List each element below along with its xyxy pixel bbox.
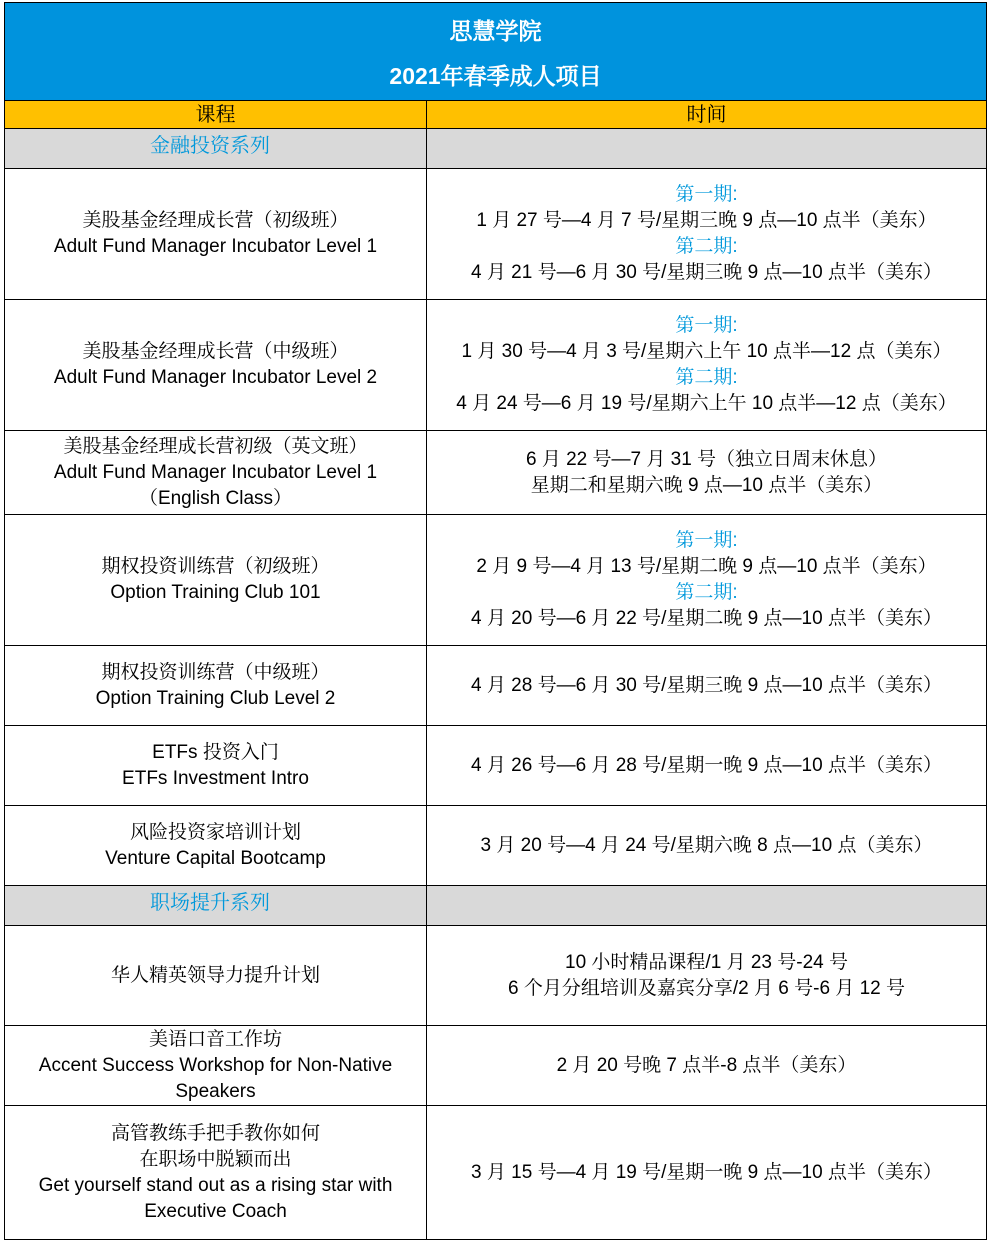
course-name-line: Speakers [175, 1080, 256, 1102]
course-name-line: ETFs Investment Intro [122, 767, 309, 789]
header-course: 课程 [5, 101, 427, 129]
time-cell [427, 1026, 987, 1106]
course-name-line: 风险投资家培训计划 [129, 821, 301, 843]
course-cell [5, 1026, 427, 1106]
course-cell [5, 806, 427, 886]
section-row [5, 129, 987, 169]
course-name-line: （English Class） [138, 487, 293, 509]
course-name-line: 期权投资训练营（初级班） [101, 556, 330, 577]
section-label: 职场提升系列 [5, 886, 427, 926]
course-name-line: 美股基金经理成长营（初级班） [82, 210, 349, 231]
schedule-line: 10 小时精品课程/1 月 23 号-24 号 [565, 951, 848, 973]
course-row [5, 1106, 987, 1240]
schedule-line: 4 月 21 号—6 月 30 号/星期三晚 9 点—10 点半（美东） [471, 262, 942, 283]
schedule-line: 3 月 15 号—4 月 19 号/星期一晚 9 点—10 点半（美东） [471, 1161, 942, 1183]
section-row [5, 886, 987, 926]
course-cell [5, 646, 427, 726]
schedule-line: 6 月 22 号—7 月 31 号（独立日周末休息） [525, 448, 888, 470]
time-cell [427, 646, 987, 726]
course-name-line: Get yourself stand out as a rising star with [38, 1174, 393, 1196]
course-row [5, 806, 987, 886]
course-name-line: ETFs 投资入门 [152, 741, 279, 763]
program-title: 2021年春季成人项目 [389, 62, 602, 89]
phase-label: 第一期: [675, 315, 738, 336]
course-cell [5, 431, 427, 515]
course-row [5, 169, 987, 300]
school-name: 思慧学院 [449, 17, 542, 44]
course-row [5, 646, 987, 726]
course-cell [5, 300, 427, 431]
section-empty-cell [427, 129, 987, 169]
course-name-line: Option Training Club Level 2 [95, 687, 336, 709]
course-name-line: Adult Fund Manager Incubator Level 1 [53, 461, 378, 483]
time-cell [427, 806, 987, 886]
course-row [5, 431, 987, 515]
schedule-document [4, 2, 986, 1240]
course-name-line: Accent Success Workshop for Non-Native [38, 1054, 393, 1076]
time-cell [427, 926, 987, 1026]
time-cell [427, 300, 987, 431]
course-row [5, 1026, 987, 1106]
title-row [5, 3, 987, 101]
course-name-line: 美股基金经理成长营初级（英文班） [63, 435, 368, 457]
header-row [5, 101, 987, 129]
course-row [5, 726, 987, 806]
course-name-line: Option Training Club 101 [110, 582, 321, 603]
schedule-line: 4 月 24 号—6 月 19 号/星期六上午 10 点半—12 点（美东） [456, 393, 957, 414]
schedule-line: 1 月 27 号—4 月 7 号/星期三晚 9 点—10 点半（美东） [476, 210, 937, 231]
course-name-line: 在职场中脱颖而出 [139, 1148, 292, 1170]
schedule-line: 4 月 20 号—6 月 22 号/星期二晚 9 点—10 点半（美东） [471, 608, 942, 629]
schedule-table [4, 2, 987, 1240]
course-row [5, 300, 987, 431]
schedule-line: 4 月 26 号—6 月 28 号/星期一晚 9 点—10 点半（美东） [471, 754, 942, 776]
course-cell [5, 1106, 427, 1240]
course-row [5, 515, 987, 646]
course-name-line: 美股基金经理成长营（中级班） [82, 341, 349, 362]
course-cell [5, 169, 427, 300]
course-name-line: 期权投资训练营（中级班） [101, 661, 330, 683]
title-cell [5, 3, 987, 101]
course-cell [5, 726, 427, 806]
section-empty-cell [427, 886, 987, 926]
phase-label: 第一期: [675, 530, 738, 551]
course-name-line: Executive Coach [144, 1200, 287, 1222]
schedule-line: 2 月 20 号晚 7 点半-8 点半（美东） [556, 1054, 857, 1076]
time-cell [427, 1106, 987, 1240]
time-cell [427, 515, 987, 646]
schedule-line: 星期二和星期六晚 9 点—10 点半（美东） [530, 474, 883, 496]
phase-label: 第二期: [675, 236, 738, 257]
course-name-line: 高管教练手把手教你如何 [110, 1122, 320, 1144]
course-name-line: 华人精英领导力提升计划 [110, 964, 320, 986]
time-cell [427, 431, 987, 515]
course-cell [5, 926, 427, 1026]
phase-label: 第二期: [675, 367, 738, 388]
course-name-line: Adult Fund Manager Incubator Level 1 [53, 236, 378, 257]
phase-label: 第一期: [675, 184, 738, 205]
schedule-line: 1 月 30 号—4 月 3 号/星期六上午 10 点半—12 点（美东） [461, 341, 952, 362]
section-label: 金融投资系列 [5, 129, 427, 169]
schedule-line: 2 月 9 号—4 月 13 号/星期二晚 9 点—10 点半（美东） [476, 556, 937, 577]
time-cell [427, 169, 987, 300]
course-name-line: 美语口音工作坊 [148, 1028, 282, 1050]
schedule-line: 6 个月分组培训及嘉宾分享/2 月 6 号-6 月 12 号 [508, 977, 905, 999]
course-name-line: Adult Fund Manager Incubator Level 2 [53, 367, 378, 388]
course-row [5, 926, 987, 1026]
phase-label: 第二期: [675, 582, 738, 603]
schedule-line: 3 月 20 号—4 月 24 号/星期六晚 8 点—10 点（美东） [480, 834, 933, 856]
header-time: 时间 [427, 101, 987, 129]
course-name-line: Venture Capital Bootcamp [105, 847, 326, 869]
schedule-line: 4 月 28 号—6 月 30 号/星期三晚 9 点—10 点半（美东） [471, 674, 942, 696]
time-cell [427, 726, 987, 806]
course-cell [5, 515, 427, 646]
